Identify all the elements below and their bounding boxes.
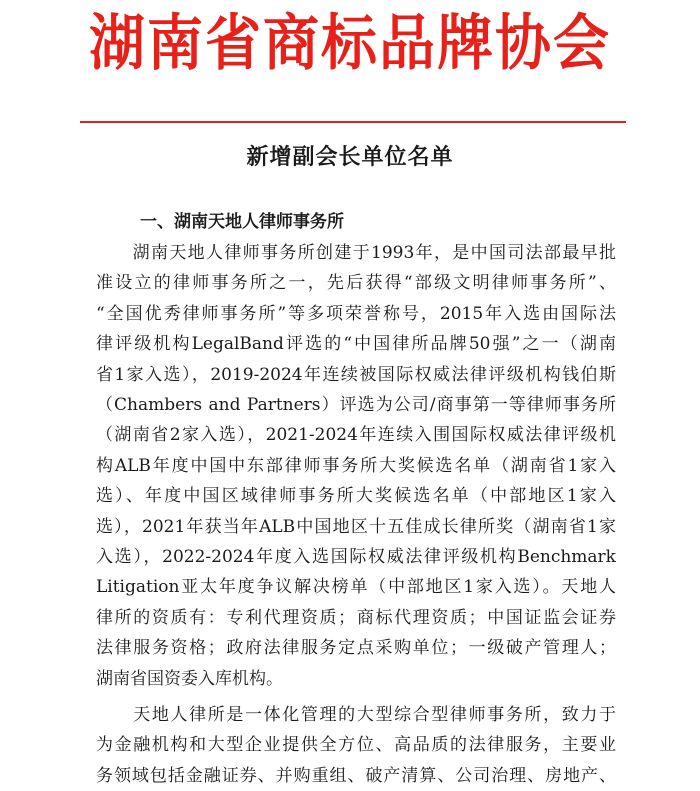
paragraph-line: 律评级机构LegalBand评选的“中国律所品牌50强”之一（湖南 bbox=[96, 334, 616, 355]
paragraph-line: 选）、年度中国区域律师事务所大奖候选名单（中部地区1家入 bbox=[96, 486, 616, 507]
paragraph-line: Litigation亚太年度争议解决榜单（中部地区1家入选）。天地人 bbox=[96, 577, 616, 598]
paragraph-line: （Chambers and Partners）评选为公司/商事第一等律师事务所 bbox=[96, 395, 616, 416]
paragraph-line: 律所的资质有：专利代理资质；商标代理资质；中国证监会证券 bbox=[96, 607, 616, 628]
paragraph-line: 湖南省国资委入库机构。 bbox=[96, 668, 283, 689]
paragraph-line: 准设立的律师事务所之一，先后获得“部级文明律师事务所”、 bbox=[96, 273, 616, 294]
paragraph-line: 湖南天地人律师事务所创建于1993年，是中国司法部最早批 bbox=[96, 243, 616, 263]
paragraph-line: 务领域包括金融证券、并购重组、破产清算、公司治理、房地产、 bbox=[96, 765, 616, 786]
paragraph-line: 构ALB年度中国中东部律师事务所大奖候选名单（湖南省1家入 bbox=[96, 455, 616, 476]
paragraph-line: “全国优秀律师事务所”等多项荣誉称号，2015年入选由国际法 bbox=[96, 303, 616, 324]
paragraph-line: 省1家入选），2019-2024年连续被国际权威法律评级机构钱伯斯 bbox=[96, 364, 616, 385]
paragraph-line: 天地人律所是一体化管理的大型综合型律师事务所，致力于 bbox=[96, 705, 616, 725]
document-title: 新增副会长单位名单 bbox=[246, 144, 454, 170]
paragraph-1 bbox=[96, 238, 616, 694]
section-heading: 一、湖南天地人律师事务所 bbox=[140, 212, 344, 232]
organization-masthead: 湖南省商标品牌协会 bbox=[89, 7, 611, 79]
header-divider bbox=[80, 121, 626, 123]
paragraph-line: 为金融机构和大型企业提供全方位、高品质的法律服务，主要业 bbox=[96, 735, 616, 756]
paragraph-line: 法律服务资格；政府法律服务定点采购单位；一级破产管理人； bbox=[96, 638, 616, 659]
paragraph-line: 入选），2022-2024年度入选国际权威法律评级机构Benchmark bbox=[96, 547, 616, 568]
paragraph-line: 选），2021年获当年ALB中国地区十五佳成长律所奖（湖南省1家 bbox=[96, 516, 616, 537]
paragraph-2 bbox=[96, 700, 616, 791]
paragraph-line: （湖南省2家入选），2021-2024年连续入围国际权威法律评级机 bbox=[96, 425, 616, 446]
